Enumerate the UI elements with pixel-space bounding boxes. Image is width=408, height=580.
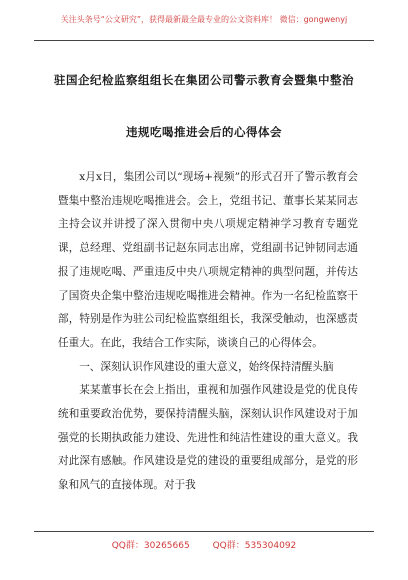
header-divider: [34, 40, 374, 41]
footer-qq-group-1: QQ群：30265665: [111, 541, 190, 551]
document-title-line1: 驻国企纪检监察组组长在集团公司警示教育会暨集中整治: [54, 73, 354, 87]
page-footer: [0, 538, 408, 551]
page-header-promo: 关注头条号“公文研究”，获得最新最全最专业的公文资料库！ 微信：gongwenyj: [60, 15, 348, 24]
footer-qq-group-2: QQ群：535304092: [212, 541, 297, 551]
body-paragraph: x月x日，集团公司以“现场+视频”的形式召开了警示教育会暨集中整治违规吃喝推进会。会上，党组书记、董事长某某同志主持会议并讲授了深入贯彻中央八项规定精神学习教育专题党课，总经理、党组副书记赵东同志出席，党组副书记钟韧同志通报了违规吃喝、严重违反中央八项规定精神的典型问题，并传达了国资央企集中整治违规吃喝推进会精神。作为一名纪检监察干部，特别是作为驻公司纪检监察组组长，我深受触动，也深感责任重大。在此，我结合工作实际，谈谈自己的心得体会。: [58, 171, 358, 349]
body-paragraph: 某某董事长在会上指出，重视和加强作风建设是党的优良传统和重要政治优势，要保持清醒头脑，深刻认识作风建设对于加强党的长期执政能力建设、先进性和纯洁性建设的重大意义。我对此深有感触。作风建设是党的建设的重要组成部分，是党的形象和风气的直接体现。对于我: [58, 384, 358, 492]
section-heading: 一、深刻认识作风建设的重大意义，始终保持清醒头脑: [79, 360, 334, 373]
footer-divider: [34, 531, 374, 532]
document-body: [58, 166, 358, 498]
document-title-line2: 违规吃喝推进会后的心得体会: [126, 125, 282, 139]
